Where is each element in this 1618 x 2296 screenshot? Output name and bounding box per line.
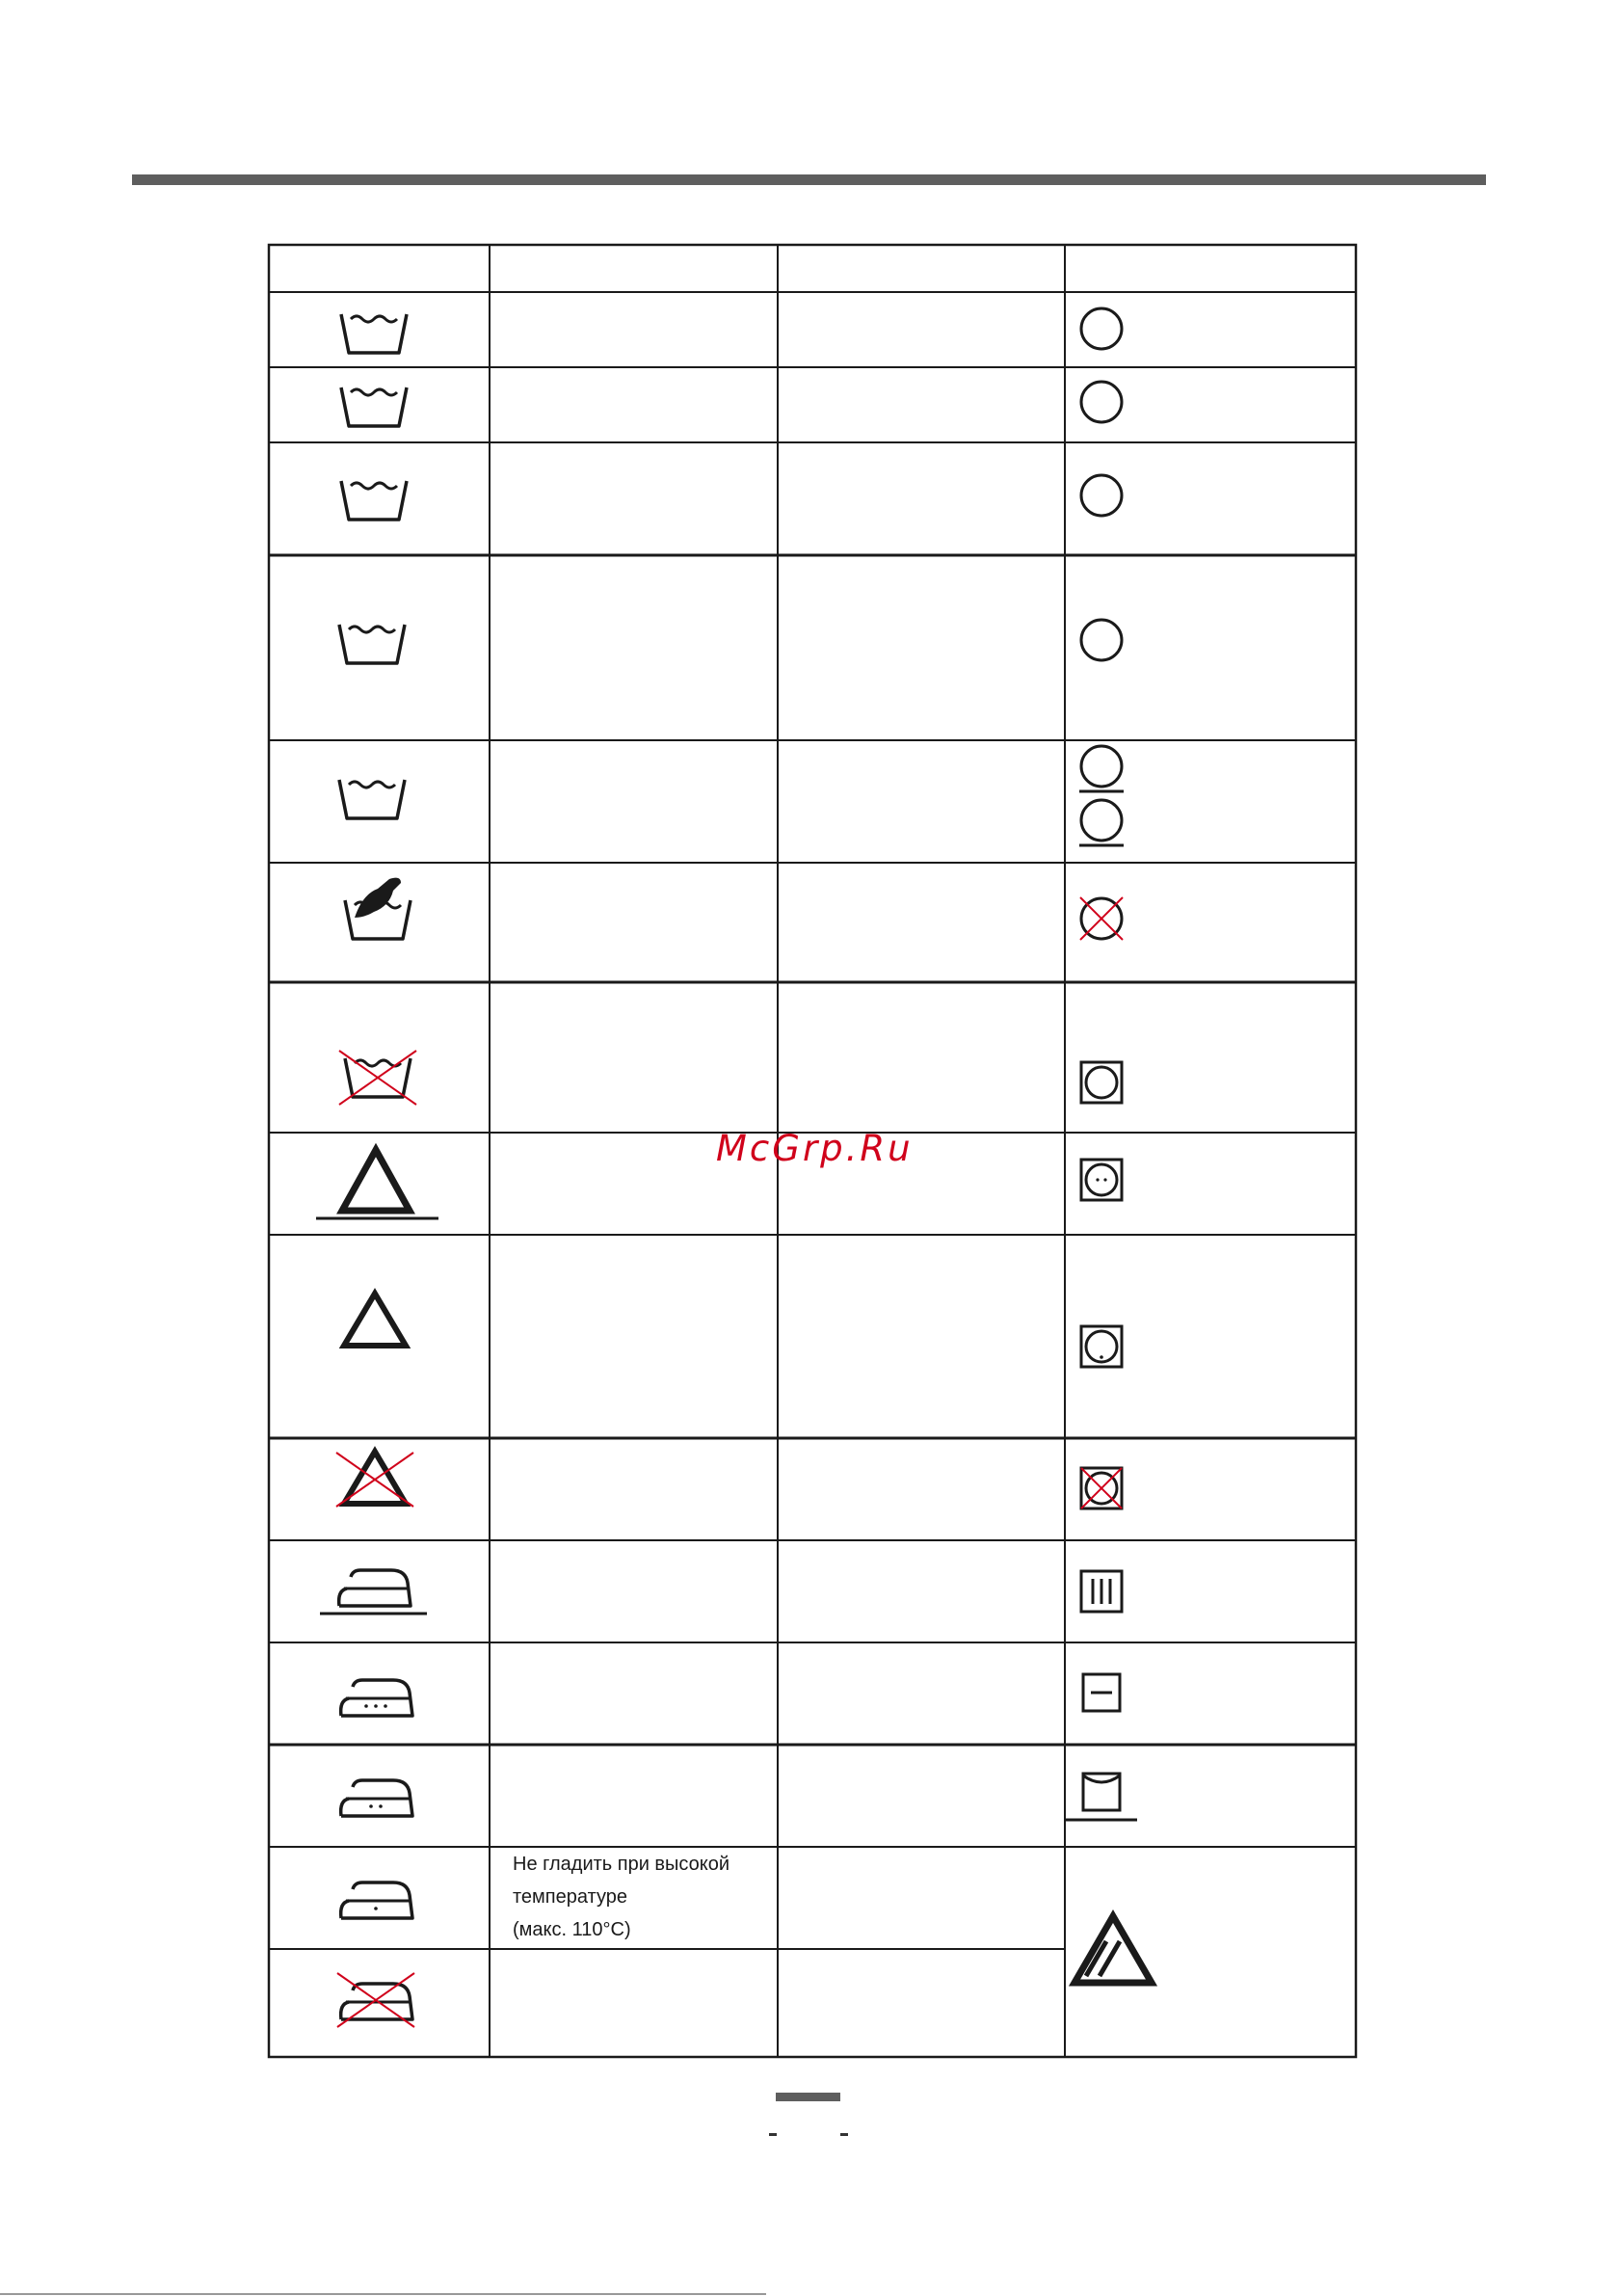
wash-tub-icon (341, 314, 407, 353)
no-bleach-icon (336, 1452, 413, 1507)
watermark: McGrp.Ru (716, 1128, 914, 1169)
iron-three-dots-icon (341, 1680, 412, 1716)
page-dash-right (840, 2133, 848, 2136)
iron-one-dot-icon (341, 1882, 412, 1918)
line-dry-icon (1065, 1774, 1137, 1820)
non-chlorine-bleach-icon (1074, 1916, 1152, 1983)
no-dry-clean-icon (1080, 897, 1123, 940)
iron-low-description (513, 1848, 768, 1946)
iron-low-text-line-2: температуре (513, 1886, 627, 1908)
iron-underlined-icon (320, 1570, 427, 1614)
no-iron-icon (337, 1973, 414, 2027)
dry-clean-circle-icon (1081, 620, 1122, 660)
hand-wash-icon (345, 878, 411, 939)
bottom-edge-line (0, 2293, 766, 2295)
gentle-dry-clean-icon (1079, 746, 1124, 845)
wash-tub-icon (339, 625, 405, 663)
bleach-triangle-icon (344, 1294, 406, 1346)
wash-tub-icon (339, 780, 405, 818)
tumble-dry-low-icon (1081, 1326, 1122, 1367)
page-number-bar (776, 2093, 840, 2101)
tumble-dry-normal-icon (1081, 1160, 1122, 1200)
dry-clean-circle-icon (1081, 308, 1122, 349)
wash-tub-icon (341, 387, 407, 426)
iron-two-dots-icon (341, 1780, 412, 1816)
iron-low-text-line-1: Не гладить при высокой (513, 1854, 730, 1875)
drip-dry-icon (1081, 1571, 1122, 1612)
wash-tub-icon (341, 481, 407, 520)
dry-clean-circle-icon (1081, 475, 1122, 516)
no-wash-icon (339, 1051, 416, 1105)
dry-flat-icon (1083, 1674, 1120, 1711)
iron-low-text-line-3: (макс. 110°C) (513, 1919, 631, 1940)
bleach-underlined-icon (316, 1150, 438, 1218)
dry-clean-circle-icon (1081, 382, 1122, 422)
page-dash-left (769, 2133, 777, 2136)
no-tumble-dry-icon (1081, 1468, 1122, 1508)
tumble-dry-icon (1081, 1062, 1122, 1103)
